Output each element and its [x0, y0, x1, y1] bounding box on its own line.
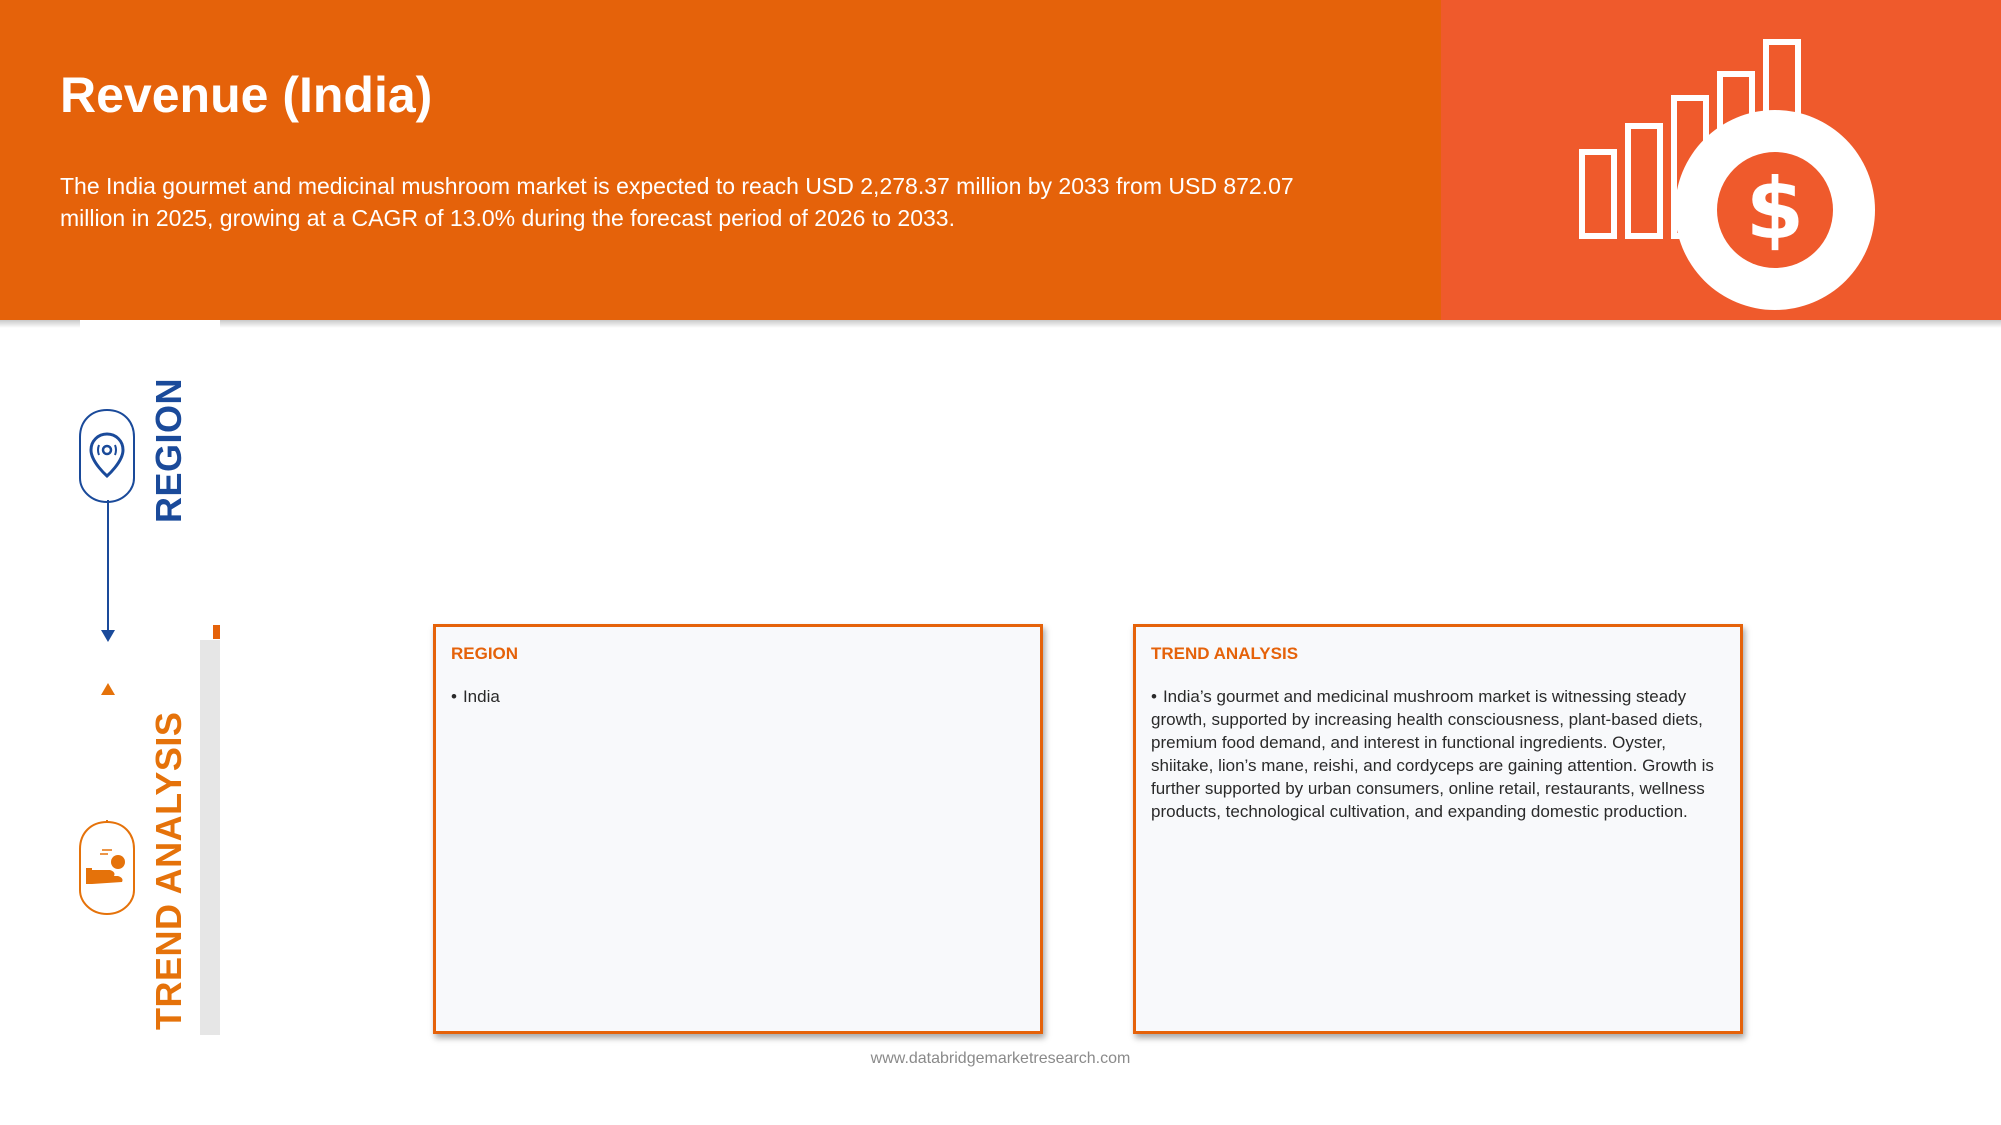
revenue-dollar-chart-icon: [1570, 30, 1880, 320]
region-item-text: India: [462, 687, 500, 706]
bullet-icon: •: [451, 687, 457, 706]
sidebar-region-label: REGION: [148, 377, 189, 523]
sidebar-tab-marker: [213, 625, 220, 639]
list-item: [1151, 685, 1720, 823]
trend-item-text: India’s gourmet and medicinal mushroom market is witnessing steady growth, supported by increasing health consciousness, plant-based diets, premium food demand, and interest in functional ingredients. Oyster, shiitake, lion’s mane, reishi, and cordyceps are gaining attention. Growth is further supported by urban consumers, online retail, restaurants, wellness products, technological cultivation, and expanding domestic production.: [1151, 687, 1714, 821]
trend-analysis-card: [1133, 624, 1743, 1034]
bullet-icon: •: [1151, 687, 1157, 706]
footer-url: www.databridgemarketresearch.com: [870, 1050, 1131, 1067]
header-banner: [0, 0, 1441, 320]
connector-arrows: [96, 500, 120, 700]
header-shadow: [0, 320, 2001, 328]
list-item: [451, 685, 1020, 708]
sidebar-trend-label: TREND ANALYSIS: [148, 711, 189, 1030]
sidebar-gray-bar: [200, 640, 220, 1035]
svg-text:$: $: [1745, 160, 1805, 258]
page-title: Revenue (India): [60, 67, 433, 123]
region-card-body: [451, 685, 1020, 708]
sidebar-top-strip: [80, 320, 220, 334]
hand-pie-chart-icon: [78, 820, 136, 916]
trend-card-body: [1151, 685, 1720, 823]
location-pin-icon: [78, 408, 136, 504]
region-card-title: REGION: [451, 644, 519, 663]
trend-card-title: TREND ANALYSIS: [1151, 644, 1299, 663]
page-description: The India gourmet and medicinal mushroom market is expected to reach USD 2,278.37 million by 2033 from USD 872.07 million in 2025, growing at a CAGR of 13.0% during the forecast period of 2026 to 2033.: [60, 173, 1294, 231]
region-card: [433, 624, 1043, 1034]
